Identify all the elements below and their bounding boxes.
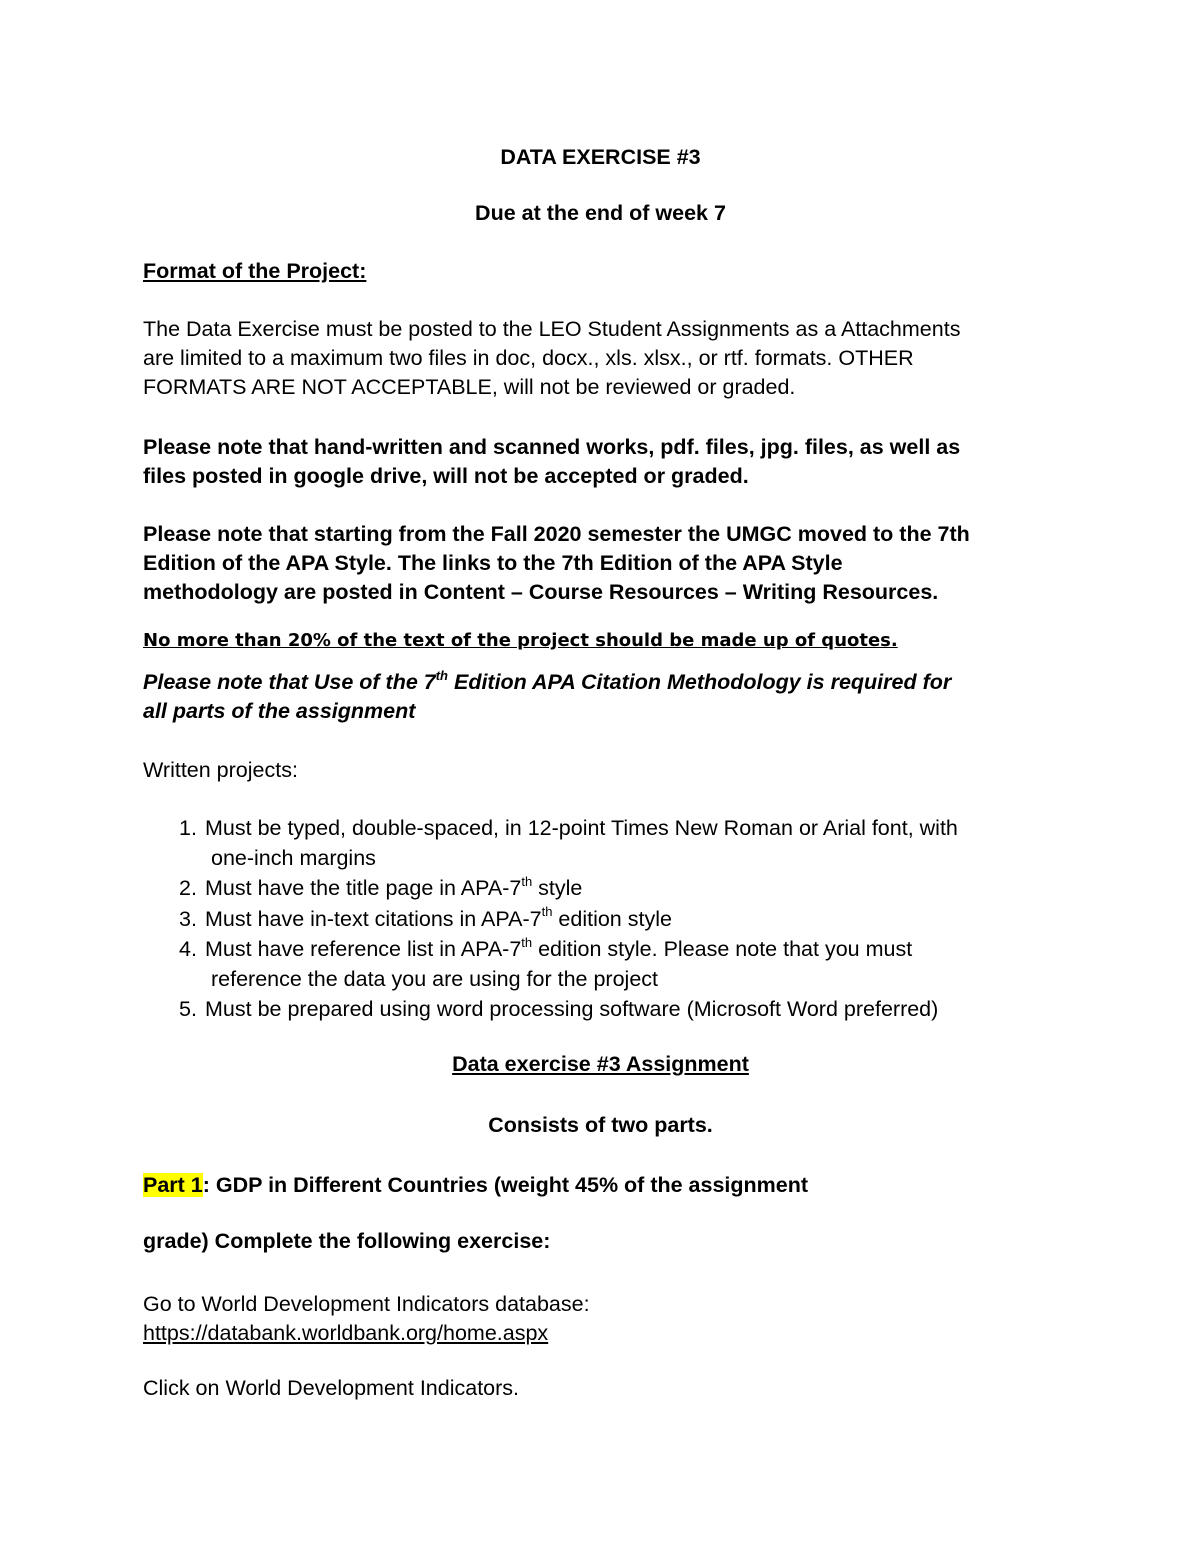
apa-note-line-3: methodology are posted in Content – Course Resources – Writing Resources. bbox=[143, 580, 939, 604]
format-line-1: The Data Exercise must be posted to the LEO Student Assignments as a Attachments bbox=[143, 317, 961, 341]
apa-note-line-2: Edition of the APA Style. The links to the 7th Edition of the APA Style bbox=[143, 551, 843, 575]
goto-text: Go to World Development Indicators database: bbox=[143, 1292, 590, 1316]
requirements-list bbox=[143, 814, 1058, 1026]
apa-citation-line-1: Please note that Use of the 7th Edition APA Citation Methodology is required for bbox=[143, 667, 952, 694]
quote-limit-note: No more than 20% of the text of the project should be made up of quotes. bbox=[143, 630, 898, 651]
format-heading: Format of the Project: bbox=[143, 259, 367, 283]
assignment-subheading: Consists of two parts. bbox=[488, 1113, 713, 1137]
written-projects-heading: Written projects: bbox=[143, 758, 298, 782]
apa-citation-line-2: all parts of the assignment bbox=[143, 699, 416, 723]
document-title: DATA EXERCISE #3 bbox=[500, 145, 701, 169]
due-date: Due at the end of week 7 bbox=[475, 201, 726, 225]
list-item: 4. Must have reference list in APA-7th edition style. Please note that you must reference the data you are using for the project bbox=[179, 934, 913, 991]
format-paragraph bbox=[143, 315, 1058, 402]
part-1-label: Part 1 bbox=[143, 1173, 203, 1197]
apa-note-line-1: Please note that starting from the Fall 2020 semester the UMGC moved to the 7th bbox=[143, 522, 970, 546]
list-item: 2. Must have the title page in APA-7th style bbox=[179, 873, 583, 900]
scanned-note-line-1: Please note that hand-written and scanned works, pdf. files, jpg. files, as well as bbox=[143, 435, 961, 459]
list-item: 5. Must be prepared using word processing software (Microsoft Word preferred) bbox=[179, 997, 939, 1021]
part-1-instructions: grade) Complete the following exercise: bbox=[143, 1229, 551, 1253]
click-instruction: Click on World Development Indicators. bbox=[143, 1376, 520, 1400]
format-line-2: are limited to a maximum two files in doc, docx., xls. xlsx., or rtf. formats. OTHER bbox=[143, 346, 914, 370]
list-item: 1. Must be typed, double-spaced, in 12-point Times New Roman or Arial font, with one-inch margins bbox=[179, 816, 958, 870]
format-line-3: FORMATS ARE NOT ACCEPTABLE, will not be reviewed or graded. bbox=[143, 375, 796, 399]
part-1-line: Part 1: GDP in Different Countries (weight 45% of the assignment bbox=[143, 1173, 809, 1197]
assignment-heading: Data exercise #3 Assignment bbox=[452, 1052, 749, 1076]
list-item: 3. Must have in-text citations in APA-7th edition style bbox=[179, 904, 672, 931]
apa-citation-note bbox=[143, 668, 1058, 726]
database-instructions bbox=[143, 1290, 1058, 1348]
worldbank-link[interactable]: https://databank.worldbank.org/home.aspx bbox=[143, 1321, 549, 1345]
apa-style-note bbox=[143, 520, 1058, 607]
scanned-works-note bbox=[143, 433, 1058, 491]
scanned-note-line-2: files posted in google drive, will not be accepted or graded. bbox=[143, 464, 749, 488]
